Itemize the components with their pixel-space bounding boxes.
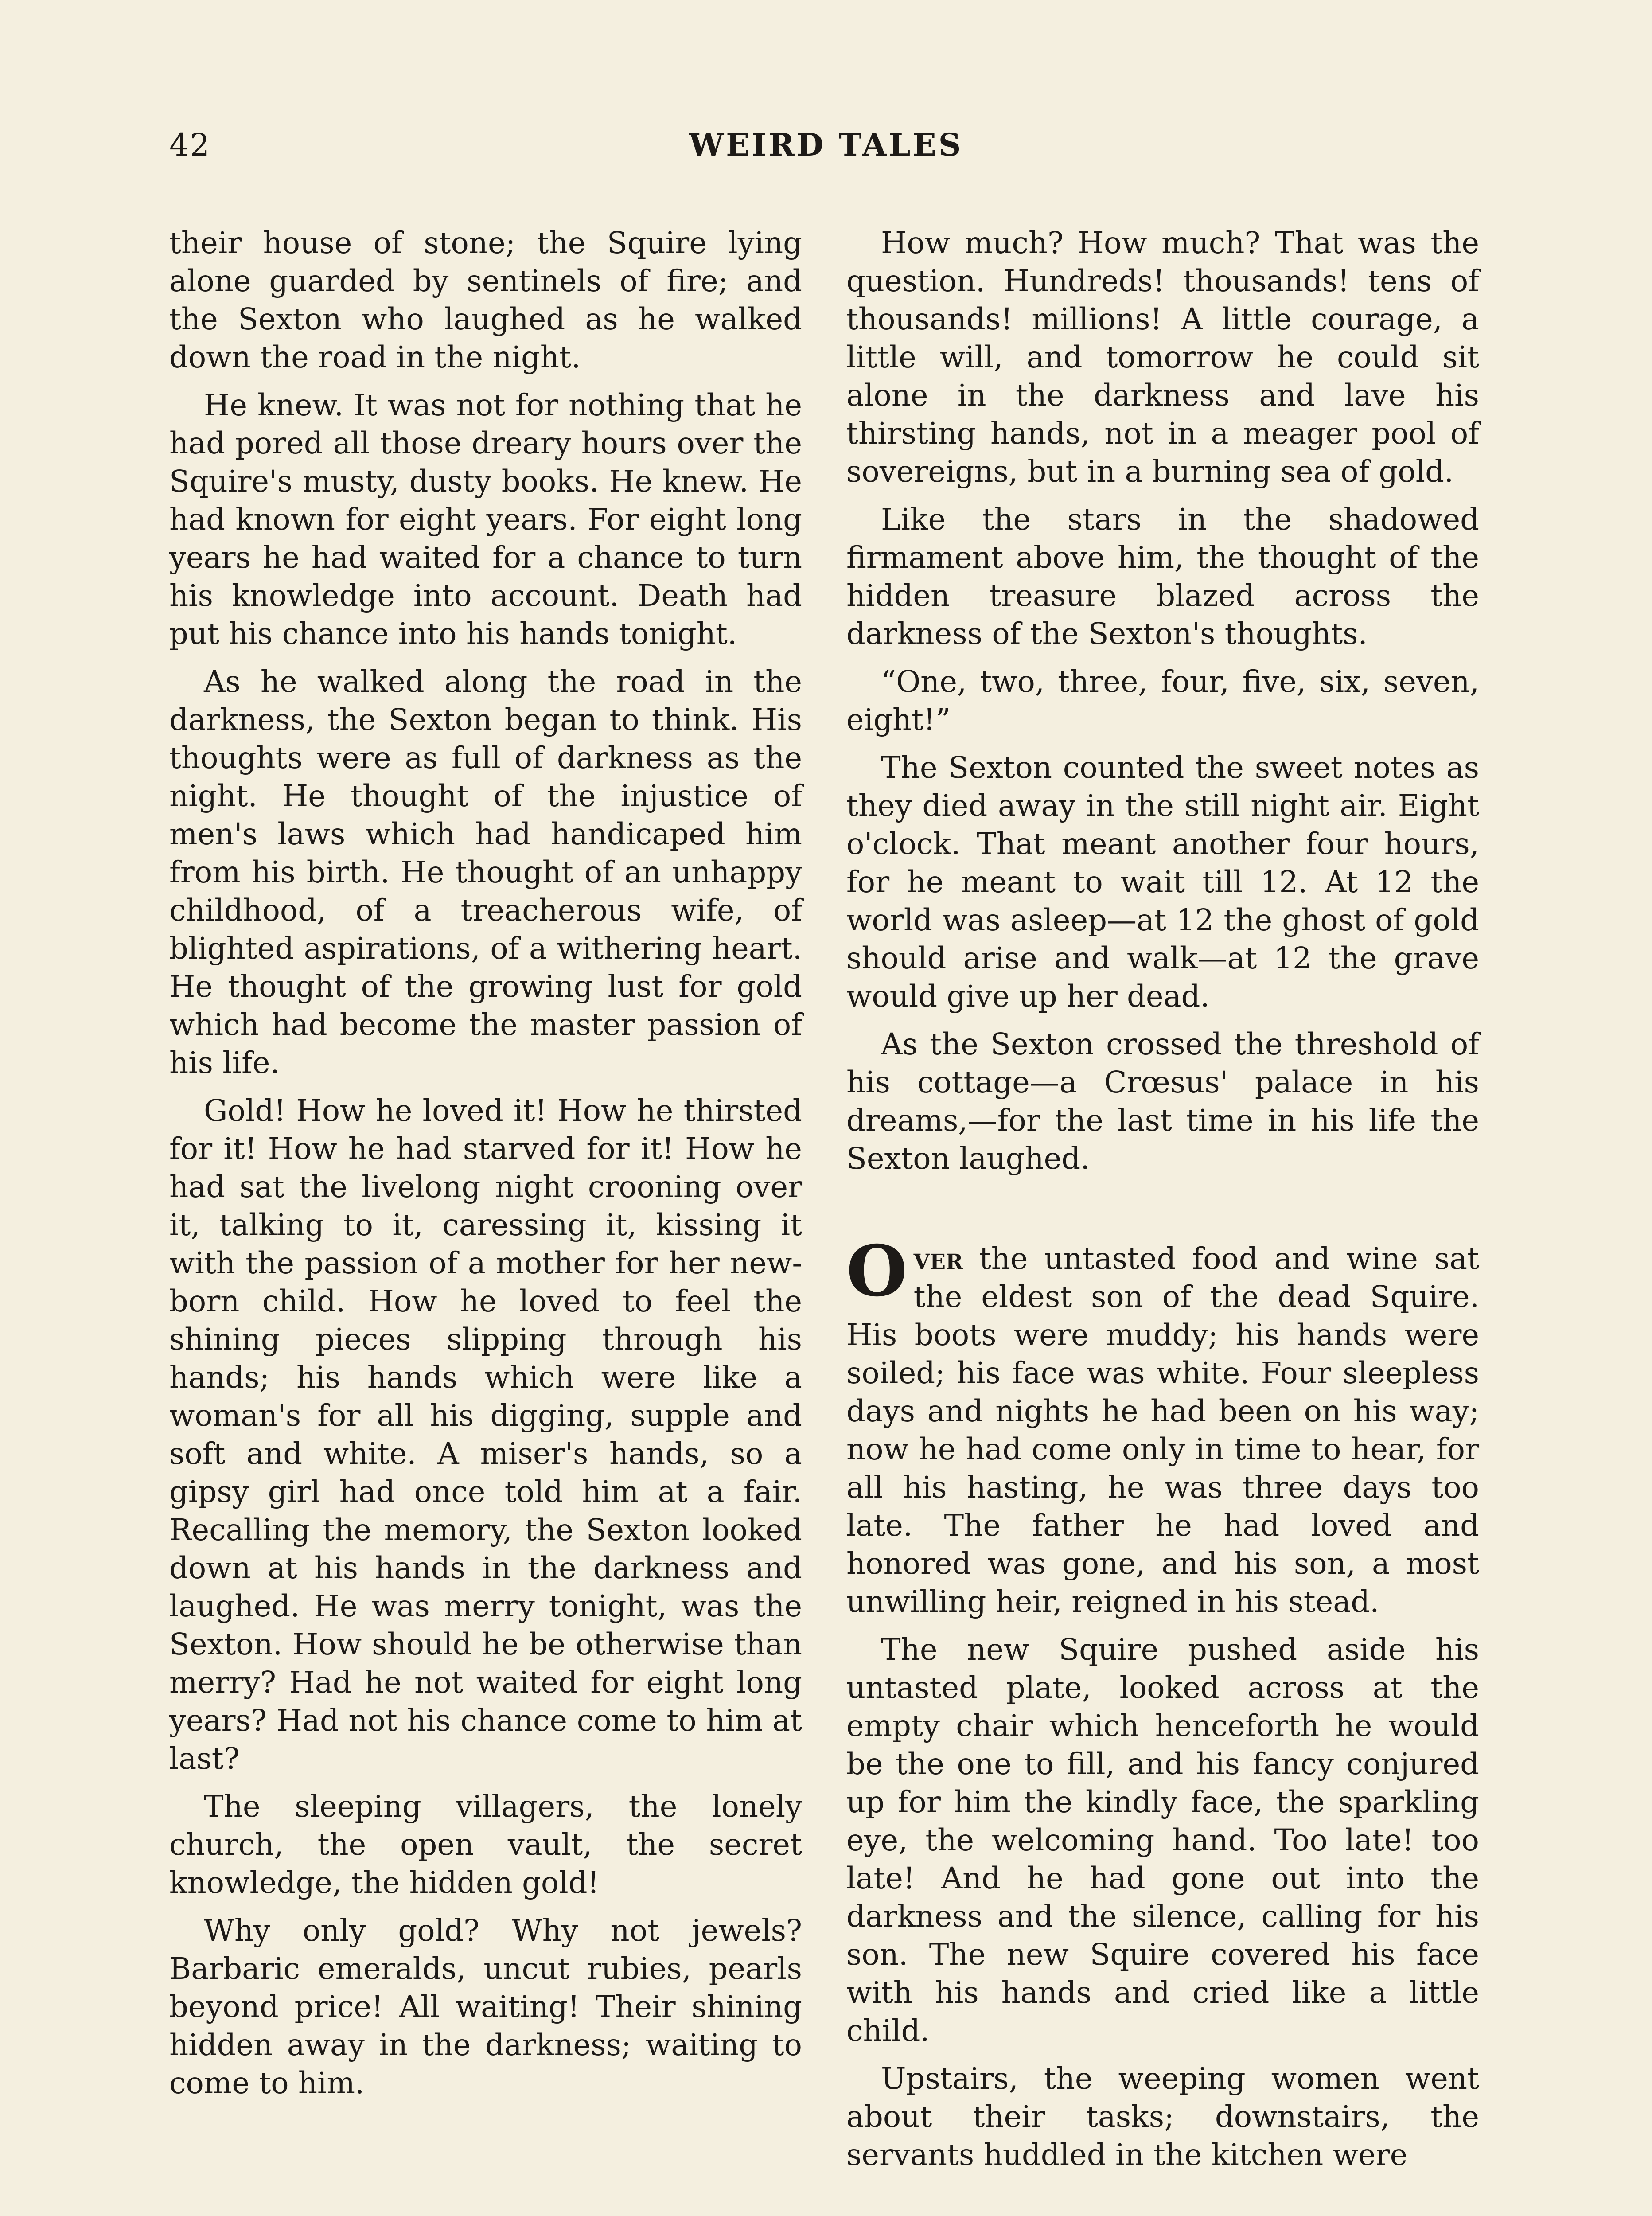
page-number: 42: [169, 127, 211, 163]
small-caps-lead: ver: [913, 1241, 963, 1276]
paragraph: Upstairs, the weeping women went about their tasks; downstairs, the servants huddled in the kitchen were: [846, 2061, 1479, 2172]
paragraph: The sleeping villagers, the lonely church, the open vault, the secret knowledge, the hidden gold!: [169, 1789, 802, 1900]
paragraph: Gold! How he loved it! How he thirsted for it! How he had starved for it! How he had sat the livelong night crooning over it, talking to it, caressing it, kissing it with the passion of a mother for her new-born child. How he loved to feel the shining pieces slipping through his hands; his hands which were like a woman's for all his digging, supple and soft and white. A miser's hands, so a gipsy girl had once told him at a fair. Recalling the memory, the Sexton looked down at his hands in the darkness and laughed. He was merry tonight, was the Sexton. How should he be otherwise than merry? Had he not waited for eight long years? Had not his chance come to him at last?: [169, 1093, 802, 1776]
left-column: [169, 224, 802, 2112]
section-opening-paragraph: [846, 1230, 1479, 1621]
paragraph: “One, two, three, four, five, six, seven, eight!”: [846, 664, 1479, 737]
paragraph: their house of stone; the Squire lying alone guarded by sentinels of fire; and the Sexton who laughed as he walked down the road in the night.: [169, 226, 802, 375]
paragraph: As the Sexton crossed the threshold of his cottage—a Crœsus' palace in his dreams,—for the last time in his life the Sexton laughed.: [846, 1027, 1479, 1176]
paragraph: Like the stars in the shadowed firmament above him, the thought of the hidden treasure blazed across the darkness of the Sexton's thoughts.: [846, 502, 1479, 651]
drop-cap: O: [846, 1230, 908, 1312]
paragraph: As he walked along the road in the darkness, the Sexton began to think. His thoughts were as full of darkness as the night. He thought of the injustice of men's laws which had handicaped him from his birth. He thought of an unhappy childhood, of a treacherous wife, of blighted aspirations, of a withering heart. He thought of the growing lust for gold which had become the master passion of his life.: [169, 664, 802, 1080]
paragraph: How much? How much? That was the question. Hundreds! thousands! tens of thousands! millions! A little courage, a little will, and tomorrow he could sit alone in the darkness and lave his thirsting hands, not in a meager pool of sovereigns, but in a burning sea of gold.: [846, 226, 1479, 489]
paragraph-text: the untasted food and wine sat the eldest son of the dead Squire. His boots were muddy; his hands were soiled; his face was white. Four sleepless days and nights he had been on his way; now he had come only in time to hear, for all his hasting, he was three days too late. The father he had loved and honored was gone, and his son, a most unwilling heir, reigned in his stead.: [846, 1241, 1479, 1619]
paragraph: The Sexton counted the sweet notes as they died away in the still night air. Eight o'clock. That meant another four hours, for he meant to wait till 12. At 12 the world was asleep—at 12 the ghost of gold should arise and walk—at 12 the grave would give up her dead.: [846, 750, 1479, 1014]
running-head: WEIRD TALES: [689, 126, 963, 163]
paragraph: He knew. It was not for nothing that he had pored all those dreary hours over the Squire's musty, dusty books. He knew. He had known for eight years. For eight long years he had waited for a chance to turn his knowledge into account. Death had put his chance into his hands tonight.: [169, 388, 802, 651]
section-break: [846, 1187, 1479, 1240]
paragraph: Why only gold? Why not jewels? Barbaric emeralds, uncut rubies, pearls beyond price! All waiting! Their shining hidden away in the darkness; waiting to come to him.: [169, 1913, 802, 2100]
right-column: [846, 224, 1479, 2184]
paragraph: The new Squire pushed aside his untasted plate, looked across at the empty chair which henceforth he would be the one to fill, and his fancy conjured up for him the kindly face, the sparkling eye, the welcoming hand. Too late! too late! And he had gone out into the darkness and the silence, calling for his son. The new Squire covered his face with his hands and cried like a little child.: [846, 1632, 1479, 2048]
